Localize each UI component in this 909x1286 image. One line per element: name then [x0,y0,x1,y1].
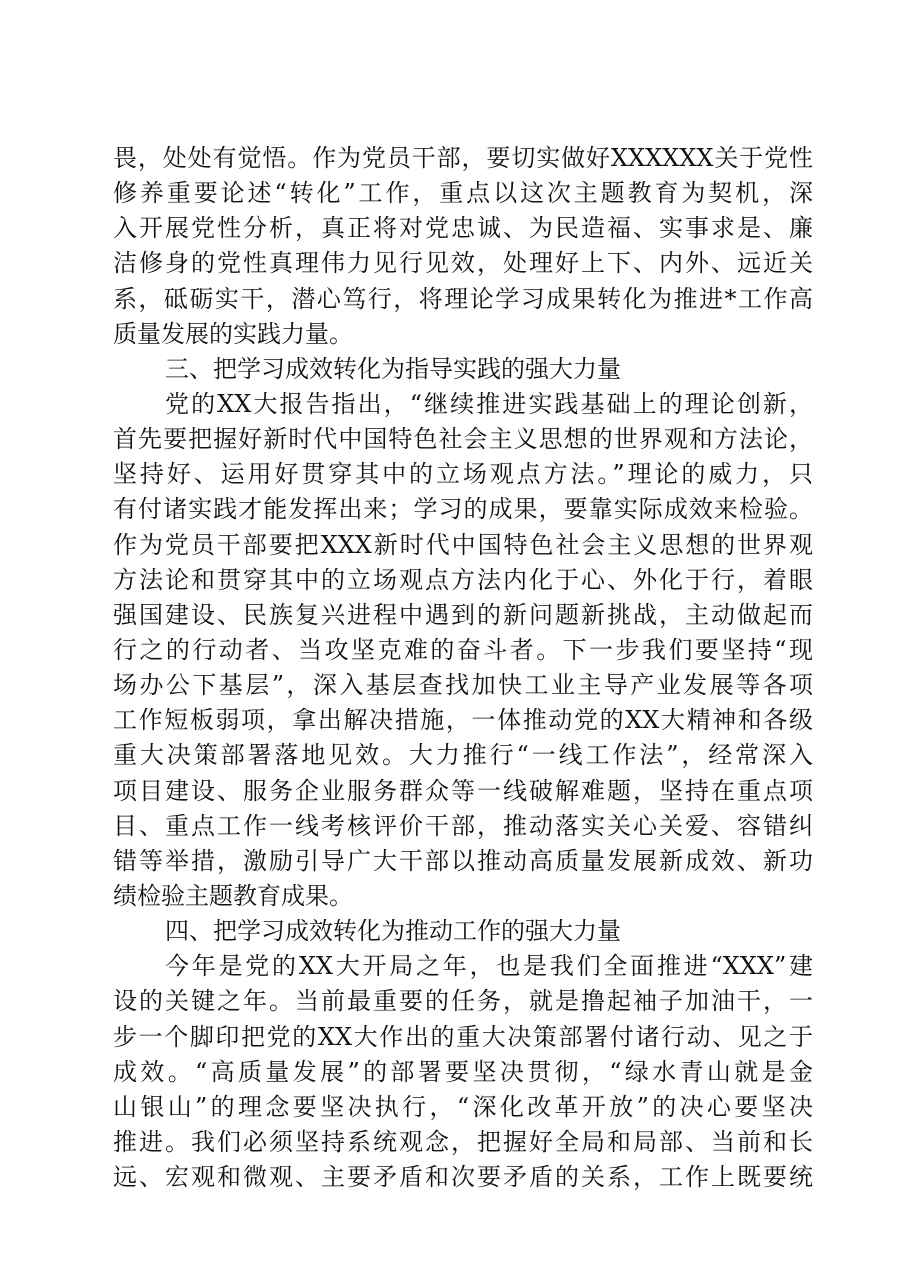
body-text-line: 畏，处处有觉悟。作为党员干部，要切实做好XXXXXX关于党性 [113,144,813,172]
paragraph-first-line: 今年是党的XX大开局之年，也是我们全面推进“XXX”建 [165,952,813,981]
body-text-line: 入开展党性分析，真正将对党忠诚、为民造福、实事求是、廉 [113,214,813,243]
body-text-line: 系，砥砺实干，潜心笃行，将理论学习成果转化为推进*工作高 [113,284,813,313]
body-text-line: 错等举措，激励引导广大干部以推动高质量发展新成效、新功 [113,846,813,875]
paragraph-first-line: 党的XX大报告指出，“继续推进实践基础上的理论创新， [165,389,813,418]
body-text-line: 山银山”的理念要坚决执行，“深化改革开放”的决心要坚决 [113,1092,813,1121]
body-text-line: 推进。我们必须坚持系统观念，把握好全局和局部、当前和长 [113,1127,813,1156]
body-text-line: 项目建设、服务企业服务群众等一线破解难题，坚持在重点项 [113,776,813,805]
body-text-line: 行之的行动者、当攻坚克难的奋斗者。下一步我们要坚持“现 [113,635,813,664]
body-text-line: 步一个脚印把党的XX大作出的重大决策部署付诸行动、见之于 [113,1022,813,1051]
body-text-line: 首先要把握好新时代中国特色社会主义思想的世界观和方法论， [113,425,813,454]
body-text-line: 绩检验主题教育成果。 [113,881,353,910]
section-heading: 四、把学习成效转化为推动工作的强大力量 [165,917,621,946]
body-text-line: 目、重点工作一线考核评价干部，推动落实关心关爱、容错纠 [113,811,813,840]
body-text-line: 成效。“高质量发展”的部署要坚决贯彻，“绿水青山就是金 [113,1057,813,1086]
document-body [113,141,813,1195]
body-text-line: 洁修身的党性真理伟力见行见效，处理好上下、内外、远近关 [113,249,813,278]
body-text-line: 坚持好、运用好贯穿其中的立场观点方法。”理论的威力，只 [113,460,813,489]
body-text-line: 远、宏观和微观、主要矛盾和次要矛盾的关系，工作上既要统 [113,1163,813,1192]
body-text-line: 有付诸实践才能发挥出来；学习的成果，要靠实际成效来检验。 [113,495,813,524]
body-text-line: 作为党员干部要把XXX新时代中国特色社会主义思想的世界观 [113,530,813,559]
body-text-line: 强国建设、民族复兴进程中遇到的新问题新挑战，主动做起而 [113,600,813,629]
body-text-line: 工作短板弱项，拿出解决措施，一体推动党的XX大精神和各级 [113,706,813,735]
body-text-line: 设的关键之年。当前最重要的任务，就是撸起袖子加油干，一 [113,987,813,1016]
body-text-line: 场办公下基层”，深入基层查找加快工业主导产业发展等各项 [113,671,813,700]
body-text-line: 方法论和贯穿其中的立场观点方法内化于心、外化于行，着眼 [113,565,813,594]
body-text-line: 修养重要论述“转化”工作，重点以这次主题教育为契机，深 [113,179,813,208]
section-heading: 三、把学习成效转化为指导实践的强大力量 [165,354,621,383]
body-text-line: 质量发展的实践力量。 [113,319,353,348]
body-text-line: 重大决策部署落地见效。大力推行“一线工作法”，经常深入 [113,741,813,770]
